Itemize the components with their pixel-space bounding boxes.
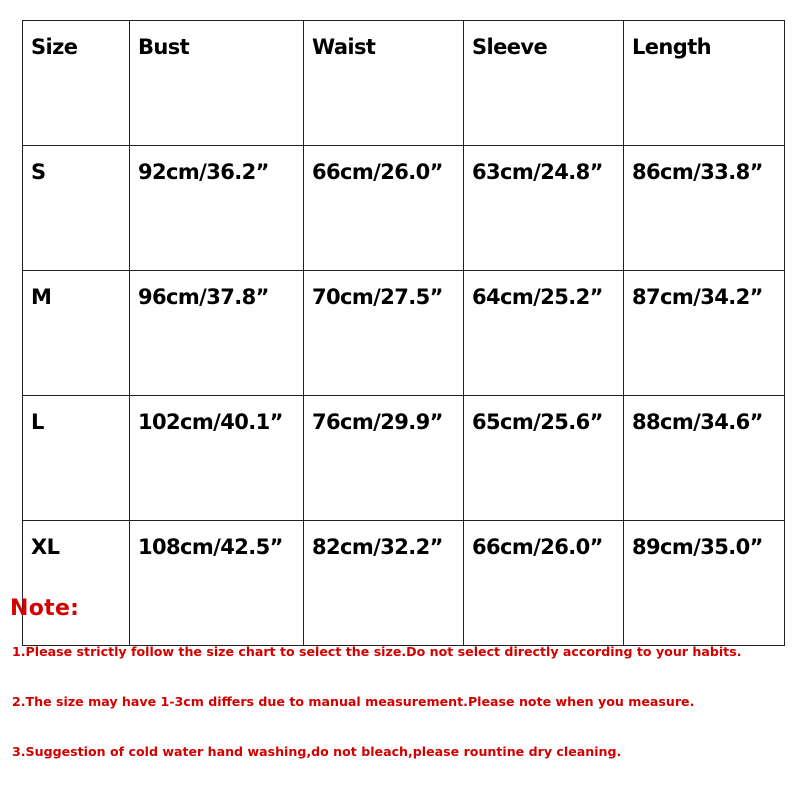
cell-waist: 70cm/27.5” <box>304 271 464 396</box>
cell-length: 87cm/34.2” <box>624 271 785 396</box>
header-size: Size <box>23 21 130 146</box>
header-waist: Waist <box>304 21 464 146</box>
header-sleeve: Sleeve <box>464 21 624 146</box>
note-line: 1.Please strictly follow the size chart to select the size.Do not select directly according to your habits. <box>12 644 742 659</box>
cell-waist: 82cm/32.2” <box>304 521 464 646</box>
cell-waist: 76cm/29.9” <box>304 396 464 521</box>
cell-sleeve: 63cm/24.8” <box>464 146 624 271</box>
table-row <box>23 271 785 396</box>
cell-size: S <box>23 146 130 271</box>
cell-sleeve: 65cm/25.6” <box>464 396 624 521</box>
table-row <box>23 396 785 521</box>
cell-bust: 96cm/37.8” <box>130 271 304 396</box>
cell-bust: 108cm/42.5” <box>130 521 304 646</box>
cell-length: 88cm/34.6” <box>624 396 785 521</box>
cell-bust: 102cm/40.1” <box>130 396 304 521</box>
cell-waist: 66cm/26.0” <box>304 146 464 271</box>
table-header-row <box>23 21 785 146</box>
size-chart-table <box>22 20 785 646</box>
header-bust: Bust <box>130 21 304 146</box>
cell-size: L <box>23 396 130 521</box>
cell-bust: 92cm/36.2” <box>130 146 304 271</box>
note-line: 3.Suggestion of cold water hand washing,do not bleach,please rountine dry cleaning. <box>12 744 622 759</box>
cell-size: M <box>23 271 130 396</box>
table-row <box>23 146 785 271</box>
cell-sleeve: 64cm/25.2” <box>464 271 624 396</box>
note-line: 2.The size may have 1-3cm differs due to manual measurement.Please note when you measure. <box>12 694 695 709</box>
cell-length: 86cm/33.8” <box>624 146 785 271</box>
header-length: Length <box>624 21 785 146</box>
cell-size: XL <box>23 521 130 646</box>
cell-sleeve: 66cm/26.0” <box>464 521 624 646</box>
note-section <box>10 596 795 759</box>
note-title: Note: <box>10 596 80 621</box>
cell-length: 89cm/35.0” <box>624 521 785 646</box>
